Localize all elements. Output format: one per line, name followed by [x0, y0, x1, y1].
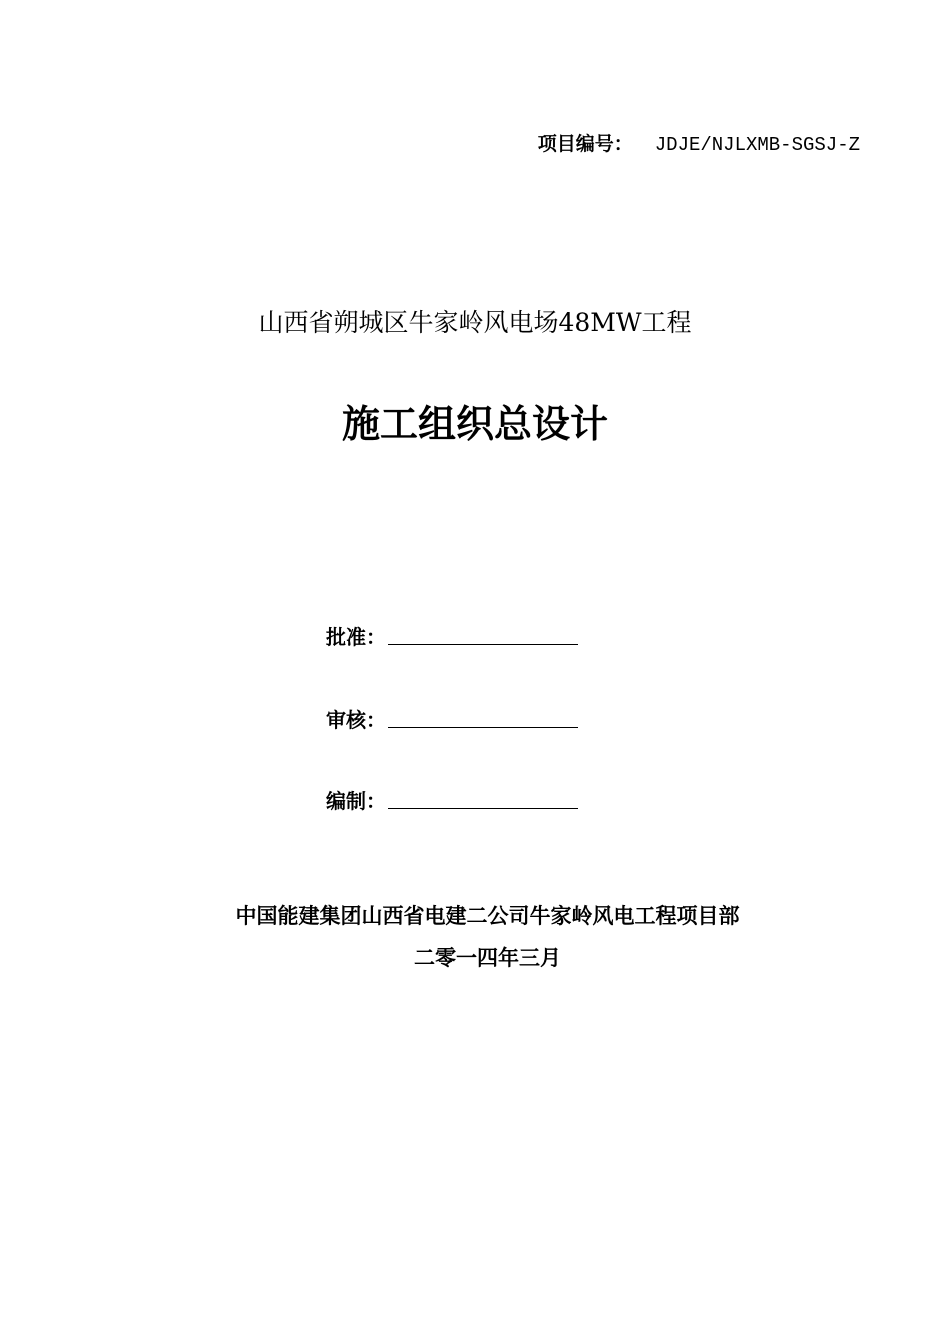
project-number: [538, 130, 860, 159]
organization-name: 中国能建集团山西省电建二公司牛家岭风电工程项目部: [235, 904, 740, 928]
prepared-row: [326, 781, 578, 815]
document-title: 施工组织总设计: [341, 401, 608, 446]
review-label: 审核：: [326, 708, 386, 732]
approval-row: [326, 617, 578, 651]
prepared-signature-line: [388, 808, 578, 809]
review-signature-line: [388, 727, 578, 728]
project-number-value: JDJE/NJLXMB-SGSJ-Z: [654, 134, 860, 156]
approval-label: 批准：: [326, 625, 386, 649]
project-number-label: 项目编号：: [537, 133, 633, 155]
document-date: 二零一四年三月: [414, 946, 561, 970]
approval-signature-line: [388, 644, 578, 645]
project-name: 山西省朔城区牛家岭风电场48MW工程: [258, 308, 692, 337]
review-row: [326, 700, 578, 734]
prepared-label: 编制：: [326, 789, 386, 813]
